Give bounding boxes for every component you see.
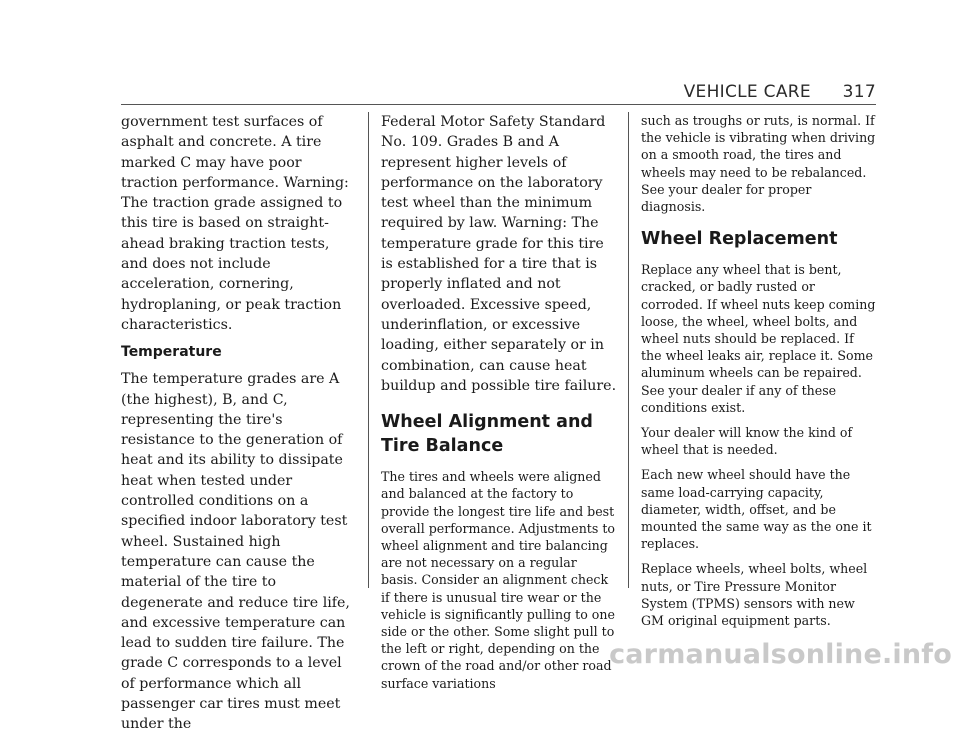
paragraph-replacement-3: Each new wheel should have the same load-carrying capacity, diameter, width, offset, and be mounted the same way as the one it replaces.	[641, 467, 872, 552]
paragraph-replacement-2: Your dealer will know the kind of wheel that is needed.	[641, 425, 853, 458]
header-rule	[121, 104, 876, 105]
column-divider-1	[368, 112, 369, 588]
watermark: carmanualsonline.info	[609, 639, 952, 670]
column-2	[381, 112, 617, 700]
column-3	[641, 112, 877, 637]
paragraph-replacement-4: Replace wheels, wheel bolts, wheel nuts, or Tire Pressure Monitor System (TPMS) sensors with new GM original equipment parts.	[641, 561, 868, 629]
paragraph-replacement-1: Replace any wheel that is bent, cracked, or badly rusted or corroded. If wheel nuts keep coming loose, the wheel, wheel bolts, and wheel nuts should be replaced. If the wheel leaks air, replace it. Some aluminum wheels can be repaired. See your dealer if any of these conditions exist.	[641, 262, 876, 415]
paragraph-alignment: The tires and wheels were aligned and balanced at the factory to provide the longest tire life and best overall performance. Adjustments to wheel alignment and tire balancing are not necessary on a regular basis. Consider an alignment check if there is unusual tire wear or the vehicle is significantly pulling to one side or the other. Some slight pull to the left or right, depending on the crown of the road and/or other road surface variations	[381, 469, 615, 691]
column-divider-2	[628, 112, 629, 588]
page-number: 317	[842, 82, 876, 102]
heading-wheel-replacement: Wheel Replacement	[641, 229, 838, 250]
column-1	[121, 112, 357, 743]
paragraph-temperature: The temperature grades are A (the highest), B, and C, representing the tire's resistance to the generation of heat and its ability to dissipate heat when tested under controlled conditions on a specified indoor laboratory test wheel. Sustained high temperature can cause the material of the tire to degenerate and reduce tire life, and excessive temperature can lead to sudden tire failure. The grade C corresponds to a level of performance which all passenger car tires must meet under the	[121, 371, 350, 733]
page-header	[684, 82, 876, 102]
paragraph-fmvss: Federal Motor Safety Standard No. 109. Grades B and A represent higher levels of performance on the laboratory test wheel than the minimum required by law. Warning: The temperature grade for this tire is established for a tire that is properly inflated and not overloaded. Excessive speed, underinflation, or excessive loading, either separately or in combination, can cause heat buildup and possible tire failure.	[381, 114, 617, 394]
heading-temperature: Temperature	[121, 344, 222, 361]
section-title: VEHICLE CARE	[683, 82, 811, 102]
paragraph-alignment-cont: such as troughs or ruts, is normal. If the vehicle is vibrating when driving on a smooth road, the tires and wheels may need to be rebalanced. See your dealer for proper diagnosis.	[641, 113, 876, 215]
heading-wheel-alignment: Wheel Alignment and Tire Balance	[381, 412, 593, 457]
paragraph-traction-cont: government test surfaces of asphalt and concrete. A tire marked C may have poor traction performance. Warning: The traction grade assigned to this tire is based on straight-ahead braking traction tests, and does not include acceleration, cornering, hydroplaning, or peak traction characteristics.	[121, 114, 349, 333]
